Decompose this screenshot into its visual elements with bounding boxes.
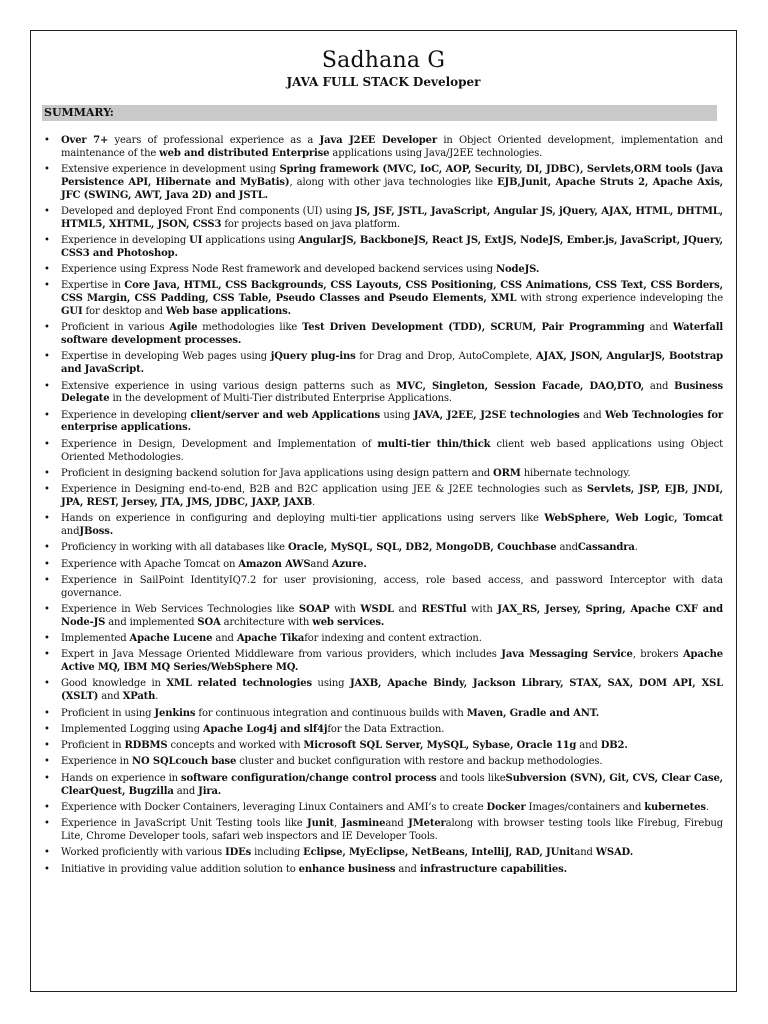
summary-bullet <box>42 864 723 877</box>
bullet-text: and <box>385 818 409 830</box>
bullet-bold-text: JMeter <box>408 818 446 830</box>
bullet-text: Proficiency in working with all databases like <box>61 542 288 554</box>
bullet-text: Expertise in developing Web pages using <box>61 351 271 363</box>
summary-bullet <box>42 542 723 555</box>
bullet-bold-text: RDBMS <box>124 740 168 752</box>
summary-bullet <box>42 802 723 815</box>
bullet-bold-text: Jasmine <box>341 818 386 830</box>
bullet-text: client web based applications using Object Oriented Methodologies. <box>61 438 723 463</box>
bullet-bold-text: Test Driven Development (TDD), SCRUM, Pair Programming <box>302 322 645 334</box>
bullet-text: Implemented Logging using <box>61 723 203 735</box>
bullet-text: and <box>98 691 123 703</box>
bullet-bold-text: WebSphere, Web Logic, Tomcat <box>544 513 723 525</box>
summary-bullet <box>42 439 723 465</box>
bullet-text: Experience in Design, Development and Implementation of <box>61 438 378 450</box>
bullet-bold-text: Spring framework (MVC, IoC, AOP, Security, DI, JDBC), Servlets,ORM tools (Java Persistence API, Hibernate and MyBatis) <box>61 164 723 188</box>
bullet-bold-text: MVC, Singleton, Session Facade, DAO,DTO, <box>396 380 645 392</box>
bullet-text: Experience with Docker Containers, leveraging Linux Containers and AMI’s to create <box>61 801 487 813</box>
bullet-bold-text: Java Messaging Service <box>501 649 633 661</box>
bullet-bold-text: jQuery plug-ins <box>270 351 356 363</box>
bullet-bold-text: Amazon AWS <box>238 558 311 570</box>
bullet-bold-text: JAVA, J2EE, J2SE technologies <box>413 409 580 421</box>
bullet-bold-text: kubernetes <box>644 801 706 813</box>
bullet-text: Hands on experience in <box>61 772 181 784</box>
bullet-bold-text: JS, JSF, JSTL, JavaScript, Angular JS, jQuery, AJAX, HTML, DHTML, HTML5, XHTML, JSON, CSS3 <box>61 205 723 230</box>
bullet-text: Expertise in <box>61 280 125 292</box>
bullet-text: and <box>579 409 605 421</box>
bullet-text: Experience in developing <box>61 409 191 421</box>
bullet-text: years of professional experience as a <box>108 135 320 146</box>
bullet-text: Images/containers and <box>525 801 645 813</box>
bullet-text: Experience in Web Services Technologies like <box>61 604 299 615</box>
bullet-bold-text: web services. <box>312 616 385 628</box>
bullet-text: using <box>312 678 350 690</box>
bullet-bold-text: Junit <box>307 818 334 830</box>
job-title: JAVA FULL STACK Developer <box>286 75 481 89</box>
bullet-text: Proficient in designing backend solution for Java applications using design pattern and <box>61 467 494 479</box>
bullet-bold-text: Servlets, JSP, EJB, JNDI, JPA, REST, Jersey, JTA, JMS, JDBC, JAXP, JAXB <box>61 484 723 508</box>
bullet-bold-text: IDEs <box>225 847 252 859</box>
bullet-bold-text: Docker <box>486 801 526 813</box>
bullet-text: applications using <box>202 235 299 247</box>
bullet-bold-text: Agile <box>169 322 198 334</box>
bullet-text: Proficient in various <box>61 322 170 334</box>
summary-bullet <box>42 264 723 277</box>
bullet-text: Proficient in <box>61 740 125 752</box>
bullet-bold-text: Oracle, MySQL, SQL, DB2, MongoDB, Couchbase <box>287 542 557 554</box>
bullet-text: for indexing and content extraction. <box>304 633 482 645</box>
bullet-text: for continuous integration and continuous builds with <box>195 707 467 719</box>
bullet-text: concepts and worked with <box>167 740 304 752</box>
bullet-text: with <box>466 604 498 615</box>
bullet-text: for desktop and <box>82 306 166 318</box>
bullet-bold-text: enhance business <box>298 863 396 875</box>
bullet-text: for projects based on java platform. <box>221 218 400 230</box>
bullet-bold-text: Jenkins <box>154 707 196 719</box>
bullet-text: Extensive experience in development using <box>61 164 280 176</box>
bullet-bold-text: NodeJS. <box>496 264 540 276</box>
bullet-bold-text: Web Technologies for enterprise applications. <box>61 409 723 434</box>
bullet-text: and <box>644 380 675 392</box>
bullet-text: hibernate technology. <box>520 467 631 479</box>
bullet-text: Hands on experience in configuring and deploying multi-tier applications using servers like <box>61 513 545 525</box>
bullet-text: and <box>576 740 601 752</box>
bullet-bold-text: Java J2EE Developer <box>319 135 437 146</box>
bullet-bold-text: web and distributed Enterprise <box>159 147 330 159</box>
bullet-text: and <box>574 847 596 859</box>
bullet-text: with <box>329 604 361 615</box>
bullet-bold-text: ORM <box>493 467 521 479</box>
bullet-bold-text: Jira. <box>198 785 222 797</box>
summary-bullet <box>42 164 723 202</box>
bullet-text: . <box>312 496 316 508</box>
bullet-bold-text: UI <box>189 235 203 247</box>
bullet-bold-text: Cassandra <box>577 542 635 554</box>
bullet-text: Expert in Java Message Oriented Middleware from various providers, which includes <box>61 649 502 661</box>
bullet-text: Initiative in providing value addition solution to <box>61 863 299 875</box>
bullet-bold-text: client/server and web Applications <box>190 409 380 421</box>
bullet-text: . <box>705 801 709 813</box>
bullet-text: Experience with Apache Tomcat on <box>61 558 239 570</box>
bullet-bold-text: Eclipse, MyEclipse, NetBeans, IntelliJ, RAD, JUnit <box>303 847 575 859</box>
summary-bullet <box>42 649 723 675</box>
bullet-bold-text: AngularJS, BackboneJS, React JS, ExtJS, NodeJS, Ember.js, JavaScript, JQuery, CSS3 and Photoshop. <box>61 235 724 259</box>
bullet-bold-text: SOAP <box>298 604 330 615</box>
bullet-bold-text: Maven, Gradle and ANT. <box>466 707 600 719</box>
bullet-bold-text: infrastructure capabilities. <box>419 863 567 875</box>
summary-bullet <box>42 633 723 646</box>
bullet-text: including <box>251 847 304 859</box>
bullet-bold-text: Apache Lucene <box>129 633 213 645</box>
bullet-text: in Object Oriented development, implementation and maintenance of the <box>61 135 723 159</box>
bullet-text: Experience in <box>61 756 133 768</box>
bullet-text: Developed and deployed Front End components (UI) using <box>61 205 356 217</box>
summary-bullet <box>42 410 723 436</box>
summary-bullet <box>42 322 723 348</box>
bullet-text: and <box>395 863 420 875</box>
bullet-bold-text: Microsoft SQL Server, MySQL, Sybase, Oracle 11g <box>303 740 577 752</box>
summary-bullet <box>42 206 723 232</box>
bullet-text: Proficient in using <box>61 707 155 719</box>
bullet-bold-text: WSDL <box>360 604 394 615</box>
bullet-text: for Drag and Drop, AutoComplete, <box>355 351 536 363</box>
bullet-text: cluster and bucket configuration with restore and backup methodologies. <box>236 756 603 768</box>
bullet-bold-text: Apache Tika <box>236 633 305 645</box>
summary-heading: SUMMARY: <box>42 105 717 121</box>
bullet-text: along with browser testing tools like Firebug, Firebug Lite, Chrome Developer tools, safari web inspectors and IE Developer Tools. <box>61 818 723 842</box>
bullet-text: and <box>173 785 199 797</box>
resume-page <box>30 30 737 992</box>
bullet-bold-text: JBoss. <box>79 526 114 538</box>
summary-bullet <box>42 740 723 753</box>
summary-bullet <box>42 484 723 510</box>
bullet-text: and tools like <box>436 772 506 784</box>
bullet-text: Experience in SailPoint IdentityIQ7.2 for user provisioning, access, role based access, and password Interceptor with data governance. <box>61 574 723 599</box>
summary-bullet <box>42 513 723 539</box>
bullet-bold-text: Waterfall software development processes. <box>61 322 723 347</box>
bullet-bold-text: SOA <box>197 616 221 628</box>
bullet-bold-text: Apache Active MQ, IBM MQ Series/WebSphere MQ. <box>61 649 723 674</box>
summary-bullet <box>42 724 723 737</box>
bullet-bold-text: NO SQLcouch base <box>132 756 237 768</box>
summary-bullet <box>42 351 723 377</box>
bullet-text: , brokers <box>632 649 683 661</box>
bullet-bold-text: Azure. <box>331 558 367 570</box>
bullet-text: , <box>334 818 342 830</box>
summary-bullet <box>42 818 723 844</box>
summary-bullet <box>42 575 723 601</box>
bullet-text: and <box>644 322 673 334</box>
bullet-text: applications using Java/J2EE technologies. <box>329 147 543 159</box>
bullet-text: Experience in Designing end-to-end, B2B and B2C application using JEE & J2EE technologies such as <box>61 484 587 496</box>
summary-bullet <box>42 280 723 318</box>
summary-bullet <box>42 235 723 261</box>
bullet-text: and implemented <box>105 616 198 628</box>
bullet-text: for the Data Extraction. <box>327 723 445 735</box>
summary-bullet <box>42 847 723 860</box>
bullet-text: Extensive experience in using various design patterns such as <box>61 380 397 392</box>
bullet-bold-text: JAX_RS, Jersey, Spring, Apache CXF and Node-JS <box>61 604 723 628</box>
summary-bullet <box>42 604 723 630</box>
bullet-text: and <box>393 604 422 615</box>
bullet-bold-text: XML related technologies <box>166 678 312 690</box>
bullet-bold-text: Apache Log4j and slf4j <box>202 723 328 735</box>
summary-bullet <box>42 678 723 704</box>
bullet-text: and <box>310 558 332 570</box>
candidate-name: Sadhana G <box>321 48 446 73</box>
bullet-text: in the development of Multi-Tier distributed Enterprise Applications. <box>109 393 452 405</box>
bullet-text: Worked proficiently with various <box>61 847 226 859</box>
bullet-text: and <box>212 633 237 645</box>
summary-bullet <box>42 756 723 769</box>
bullet-text: . <box>634 542 638 554</box>
bullet-bold-text: RESTful <box>421 604 467 615</box>
summary-bullet <box>42 773 723 799</box>
bullet-bold-text: WSAD. <box>595 847 634 859</box>
summary-bullet <box>42 381 723 407</box>
summary-bullet <box>42 135 723 161</box>
bullet-bold-text: JAXB, Apache Bindy, Jackson Library, STAX, SAX, DOM API, XSL (XSLT) <box>61 678 724 703</box>
bullet-text: Experience in JavaScript Unit Testing tools like <box>61 818 308 830</box>
bullet-bold-text: DB2. <box>600 740 628 752</box>
summary-bullet <box>42 708 723 721</box>
bullet-bold-text: XPath <box>122 691 156 703</box>
bullet-text: methodologies like <box>197 322 303 334</box>
bullet-bold-text: Subversion (SVN), Git, CVS, Clear Case, ClearQuest, Bugzilla <box>61 772 724 797</box>
summary-list <box>42 135 723 880</box>
bullet-bold-text: EJB,Junit, Apache Struts 2, Apache Axis, JFC (SWING, AWT, Java 2D) and JSTL. <box>61 176 724 201</box>
bullet-text: Implemented <box>61 633 130 645</box>
summary-bullet <box>42 559 723 572</box>
bullet-bold-text: Business Delegate <box>61 380 724 405</box>
bullet-text: using <box>379 409 414 421</box>
bullet-bold-text: software configuration/change control process <box>181 772 437 784</box>
bullet-text: , along with other java technologies like <box>289 176 498 188</box>
bullet-text: and <box>61 526 80 538</box>
bullet-bold-text: multi-tier thin/thick <box>377 438 491 450</box>
bullet-text: with strong experience indeveloping the <box>516 293 723 305</box>
bullet-bold-text: Web base applications. <box>165 306 291 318</box>
bullet-bold-text: Core Java, HTML, CSS Backgrounds, CSS Layouts, CSS Positioning, CSS Animations, CSS Text, CSS Borders, CSS Margin, CSS Padding, CSS Table, Pseudo Classes and Pseudo Elements, XML <box>61 280 723 305</box>
bullet-text: . <box>155 691 159 703</box>
bullet-bold-text: AJAX, JSON, AngularJS, Bootstrap and JavaScript. <box>61 351 723 376</box>
bullet-text: architecture with <box>220 616 313 628</box>
bullet-text: and <box>556 542 578 554</box>
bullet-text: Good knowledge in <box>61 678 167 690</box>
bullet-bold-text: GUI <box>61 306 83 318</box>
bullet-bold-text: Over 7+ <box>61 135 109 146</box>
summary-bullet <box>42 468 723 481</box>
bullet-text: Experience using Express Node Rest framework and developed backend services using <box>61 264 497 276</box>
bullet-text: Experience in developing <box>61 235 190 247</box>
